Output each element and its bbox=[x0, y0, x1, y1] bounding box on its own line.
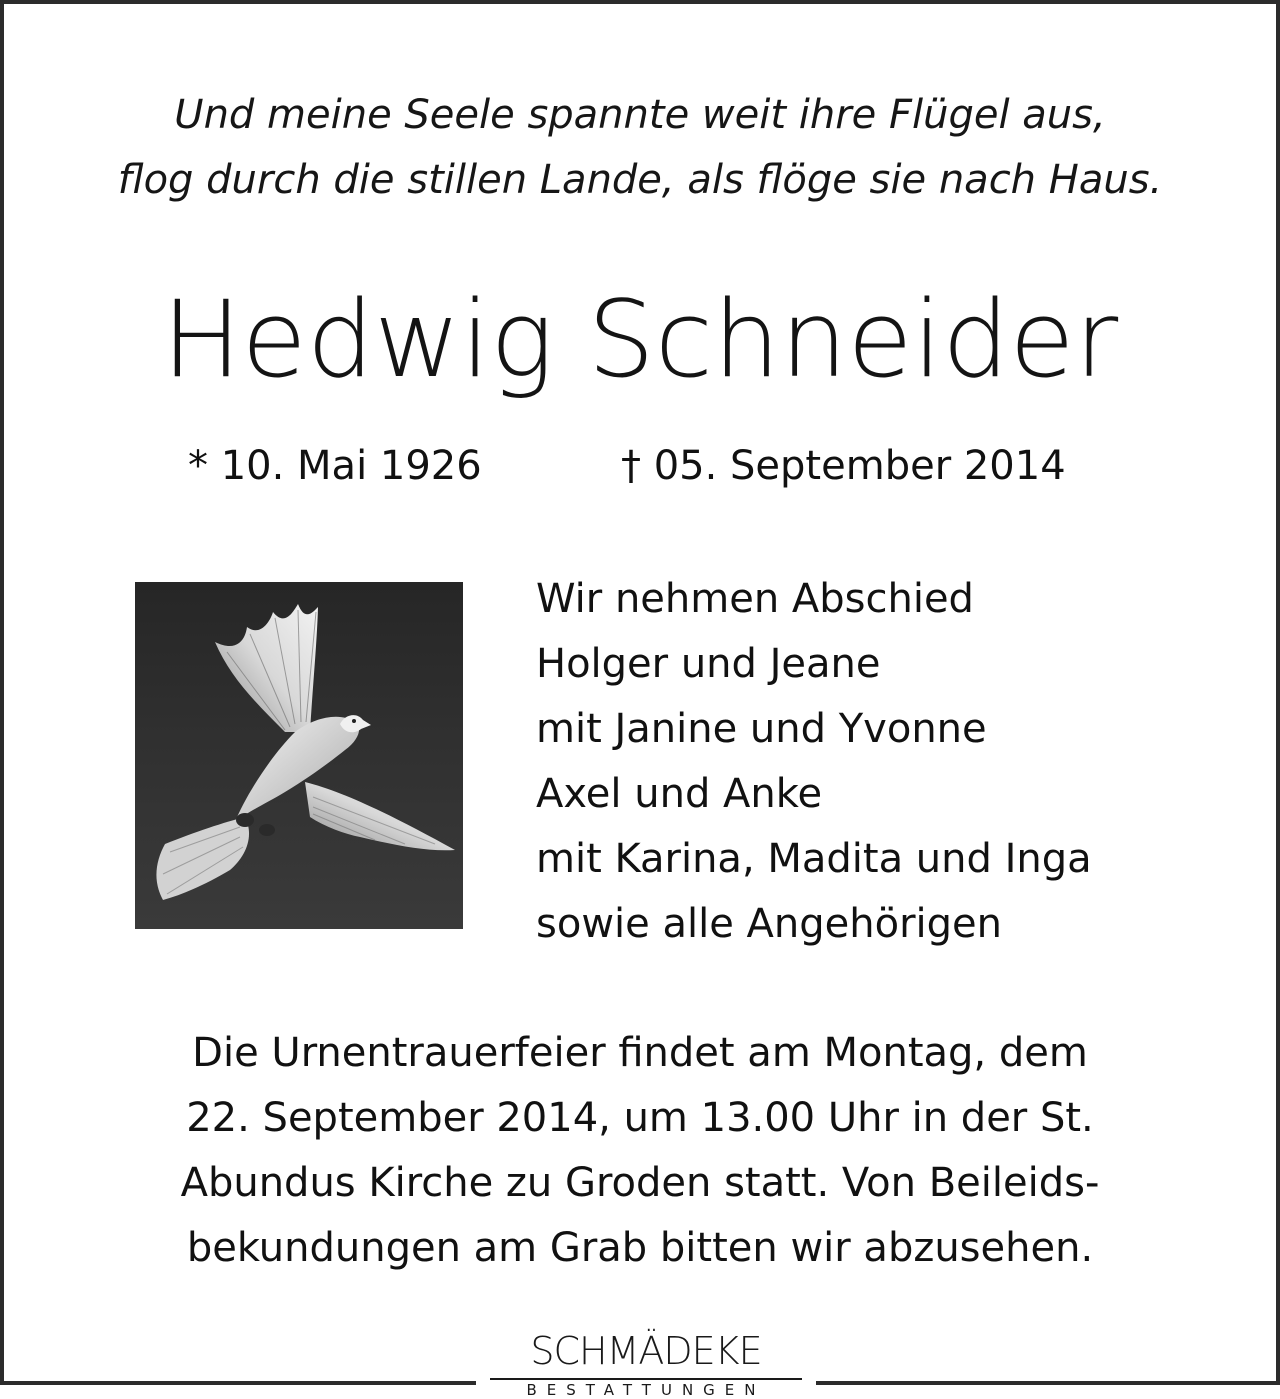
family-line: mit Janine und Yvonne bbox=[536, 706, 987, 752]
ceremony-line: 22. September 2014, um 13.00 Uhr in der St. bbox=[186, 1095, 1094, 1141]
dove-image bbox=[135, 582, 463, 929]
dove-icon bbox=[135, 582, 463, 929]
death-date: † 05. September 2014 bbox=[621, 443, 1066, 489]
logo-name: SCHMÄDEKE bbox=[530, 1329, 762, 1373]
deceased-name: Hedwig Schneider bbox=[161, 278, 1119, 401]
quote-line-1: Und meine Seele spannte weit ihre Flügel aus, bbox=[174, 92, 1106, 138]
birth-date: * 10. Mai 1926 bbox=[188, 443, 482, 489]
family-line: Wir nehmen Abschied bbox=[536, 576, 974, 622]
ceremony-line: Abundus Kirche zu Groden statt. Von Beileids- bbox=[180, 1160, 1100, 1206]
logo-divider bbox=[490, 1378, 802, 1380]
quote-line-2: flog durch die stillen Lande, als flöge sie nach Haus. bbox=[117, 157, 1163, 203]
funeral-home-logo bbox=[476, 1322, 816, 1399]
family-line: sowie alle Angehörigen bbox=[536, 901, 1002, 947]
ceremony-line: bekundungen am Grab bitten wir abzusehen. bbox=[186, 1225, 1094, 1271]
family-line: mit Karina, Madita und Inga bbox=[536, 836, 1092, 882]
logo-subtitle: BESTATTUNGEN bbox=[526, 1381, 766, 1399]
family-line: Axel und Anke bbox=[536, 771, 823, 817]
family-line: Holger und Jeane bbox=[536, 641, 881, 687]
ceremony-line: Die Urnentrauerfeier findet am Montag, dem bbox=[192, 1030, 1088, 1076]
